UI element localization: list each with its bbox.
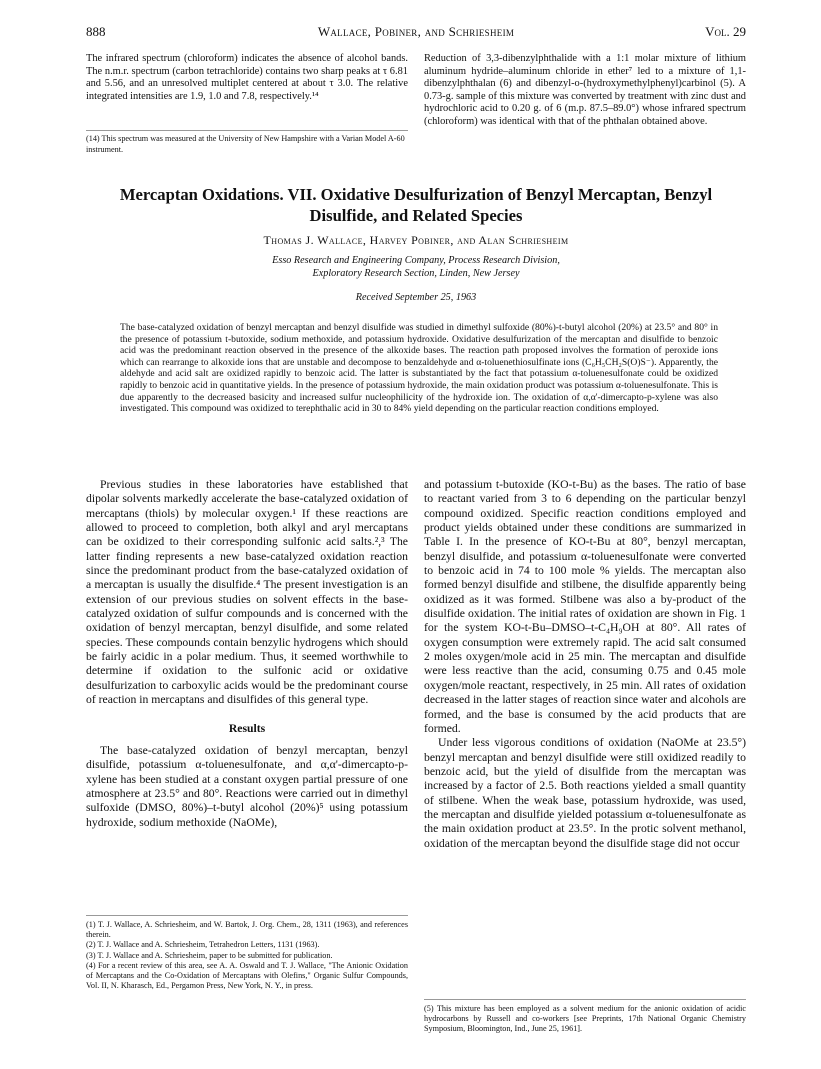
- footnotes-right: [424, 999, 746, 1035]
- volume-label: Vol. 29: [705, 24, 746, 39]
- footnote-2: (2) T. J. Wallace and A. Schriesheim, Tetrahedron Letters, 1131 (1963).: [86, 940, 320, 950]
- previous-article-left-text: The infrared spectrum (chloroform) indicates the absence of alcohol bands. The n.m.r. spectrum (carbon tetrachloride) contains two sharp peaks at τ 6.81 and 5.56, and an unresolved multiplet centered at about τ 3.0. The relative integrated intensities are 1.9, 1.0 and 7.8, respectively.¹⁴: [86, 53, 408, 102]
- intro-paragraph: Previous studies in these laboratories have established that dipolar solvents markedly accelerate the base-catalyzed oxidation of mercaptans (thiols) by molecular oxygen.¹ If these reactions are allowed to proceed to completion, both alkyl and aryl mercaptans can be oxidized to their corresponding sulfonic acid salts.²,³ The latter finding represents a new base-catalyzed oxidation reaction since the predominant product from the base-catalyzed oxidation of a mercaptan is usually the disulfide.⁴ The present investigation is an extension of our previous studies on solvent effects in the base-catalyzed oxidation of sulfur compounds and is concerned with the oxidation of benzyl mercaptan, benzyl disulfide, and some related species. These compounds contain benzylic hydrogens which should be fairly acidic in a polar medium. Thus, it seemed worthwhile to determine if oxidation to the sulfonic acid or oxidative desulfurization to carboxylic acids would be the predominant course of reaction in mercaptans and disulfides of this general type.: [86, 478, 408, 707]
- received-date: Received September 25, 1963: [355, 292, 477, 303]
- footnote-4: (4) For a recent review of this area, see A. A. Oswald and T. J. Wallace, "The Anionic Oxidation of Mercaptans and the Co-Oxidation of Mercaptans with Olefins," Organic Sulfur Compounds, Vol. II, N. Kharasch, Ed., Pergamon Press, New York, N. Y., in press.: [86, 960, 408, 991]
- results-heading: Results: [228, 721, 266, 735]
- footnote-1: (1) T. J. Wallace, A. Schriesheim, and W. Bartok, J. Org. Chem., 28, 1311 (1963), and references therein.: [86, 920, 408, 940]
- footnote-14: (14) This spectrum was measured at the University of New Hampshire with a Varian Model A-60 instrument.: [86, 130, 408, 155]
- abstract: The base-catalyzed oxidation of benzyl mercaptan and benzyl disulfide was studied in dimethyl sulfoxide (80%)-t-butyl alcohol (20%) at 23.5° and 80° in the presence of potassium t-butoxide, sodium methoxide, and potassium hydroxide. Oxidative desulfurization of the mercaptan and disulfide to benzoic acid was the predominant reaction observed in the presence of the alkoxide bases. The reaction path proposed involves the formation of peroxide ions which can rearrange to alkoxide ions that are unstable and decompose to benzaldehyde and α-toluenethiosulfinate ions (C₆H₅CH₂S(O)S⁻). Apparently, the aldehyde and acid salt are oxidized rapidly to benzoic acid. The latter is substantiated by the fact that potassium α-toluenesulfonate could be oxidized rapidly to benzoic acid in quantitative yields. In the presence of potassium hydroxide, the main oxidation product was potassium α-toluenesulfonate. This is due apparently to the decreased basicity and increased sulfur nucleophilicity of the hydroxide ion. The oxidation of α,α'-dimercapto-p-xylene was also investigated. This compound was oxidized to terephthalic acid in 30 to 84% yield depending on the particular reaction conditions employed.: [120, 322, 718, 415]
- affiliation-line-2: Exploratory Research Section, Linden, New Jersey: [312, 267, 520, 279]
- footnotes-left: [86, 915, 408, 991]
- footnote-5: (5) This mixture has been employed as a solvent medium for the anionic oxidation of acidic hydrocarbons by Russell and co-workers [see Preprints, 17th National Organic Chemistry Symposium, Bloomington, Ind., June 25, 1961].: [424, 1004, 746, 1034]
- results-paragraph-continued: and potassium t-butoxide (KO-t-Bu) as the bases. The ratio of base to reactant varied from 3 to 6 depending on the particular benzyl compound oxidized. Specific reaction conditions employed and product yields obtained under these conditions are summarized in Table I. In the presence of KO-t-Bu at 80°, benzyl mercaptan, benzyl disulfide, and potassium α-toluenesulfonate were converted to benzoic acid in 74 to 100 mole % yields. The mercaptan also formed benzyl disulfide and stilbene, the disulfide apparently being oxidized as it was formed. Stilbene was also a by-product of the disulfide oxidation. The initial rates of oxidation are shown in Fig. 1 for the system KO-t-Bu–DMSO–t-C₄H₉OH at 80°. All rates of oxygen consumption were extremely rapid. The acid salt consumed 2 moles oxygen/mole acid in 25 min. The mercaptan and disulfide were less reactive than the acid, consuming 0.75 and 0.45 mole oxygen/mole reactant, respectively, in 25 min. All rates of oxidation decreased in the latter stages of reaction since water and alcohols are formed, and the base is consumed by the acid products that are formed.: [424, 478, 746, 735]
- page-number: 888: [86, 24, 106, 39]
- affiliation: [86, 255, 746, 281]
- results-paragraph: The base-catalyzed oxidation of benzyl mercaptan, benzyl disulfide, potassium α-toluenesulfonate, and α,α'-dimercapto-p-xylene has been studied at a constant oxygen partial pressure of one atmosphere at 23.5° and 80°. Reactions were carried out in dimethyl sulfoxide (DMSO, 80%)–t-butyl alcohol (20%)⁵ using potassium hydroxide, sodium methoxide (NaOMe),: [86, 743, 408, 829]
- previous-article-right-text: Reduction of 3,3-dibenzylphthalide with a 1:1 molar mixture of lithium aluminum hydride–aluminum chloride in ether⁷ led to a mixture of 1,1-dibenzylphthalan (6) and dibenzyl-o-(hydroxymethylphenyl)carbinol (5). A 0.73-g. sample of this mixture was converted by treatment with zinc dust and hydrochloric acid to 0.20 g. of 6 (m.p. 87.5–89.0°) whose infrared spectrum (chloroform) was identical with that of the phthalan obtained above.: [424, 53, 746, 127]
- body-right-column: [424, 478, 746, 851]
- footnote-3: (3) T. J. Wallace and A. Schriesheim, paper to be submitted for publication.: [86, 950, 333, 960]
- results-paragraph-2: Under less vigorous conditions of oxidation (NaOMe at 23.5°) benzyl mercaptan and benzyl disulfide were still oxidized readily to benzoic acid, but the yield of disulfide from the mercaptan was increased by a factor of 2.5. Both reactions yielded a small quantity of stilbene. When the weak base, potassium hydroxide, was used, the mercaptan and disulfide yielded potassium α-toluenesulfonate as the main oxidation product at 23.5°. In the protic solvent methanol, oxidation of the mercaptan beyond the disulfide stage did not occur: [424, 736, 746, 850]
- affiliation-line-1: Esso Research and Engineering Company, Process Research Division,: [272, 255, 560, 266]
- article-authors: Thomas J. Wallace, Harvey Pobiner, and Alan Schriesheim: [263, 233, 569, 247]
- running-header: [86, 24, 746, 42]
- body-left-column: [86, 478, 408, 830]
- running-authors: Wallace, Pobiner, and Schriesheim: [317, 24, 515, 39]
- article-title: Mercaptan Oxidations. VII. Oxidative Desulfurization of Benzyl Mercaptan, Benzyl Disulfide, and Related Species: [119, 185, 713, 225]
